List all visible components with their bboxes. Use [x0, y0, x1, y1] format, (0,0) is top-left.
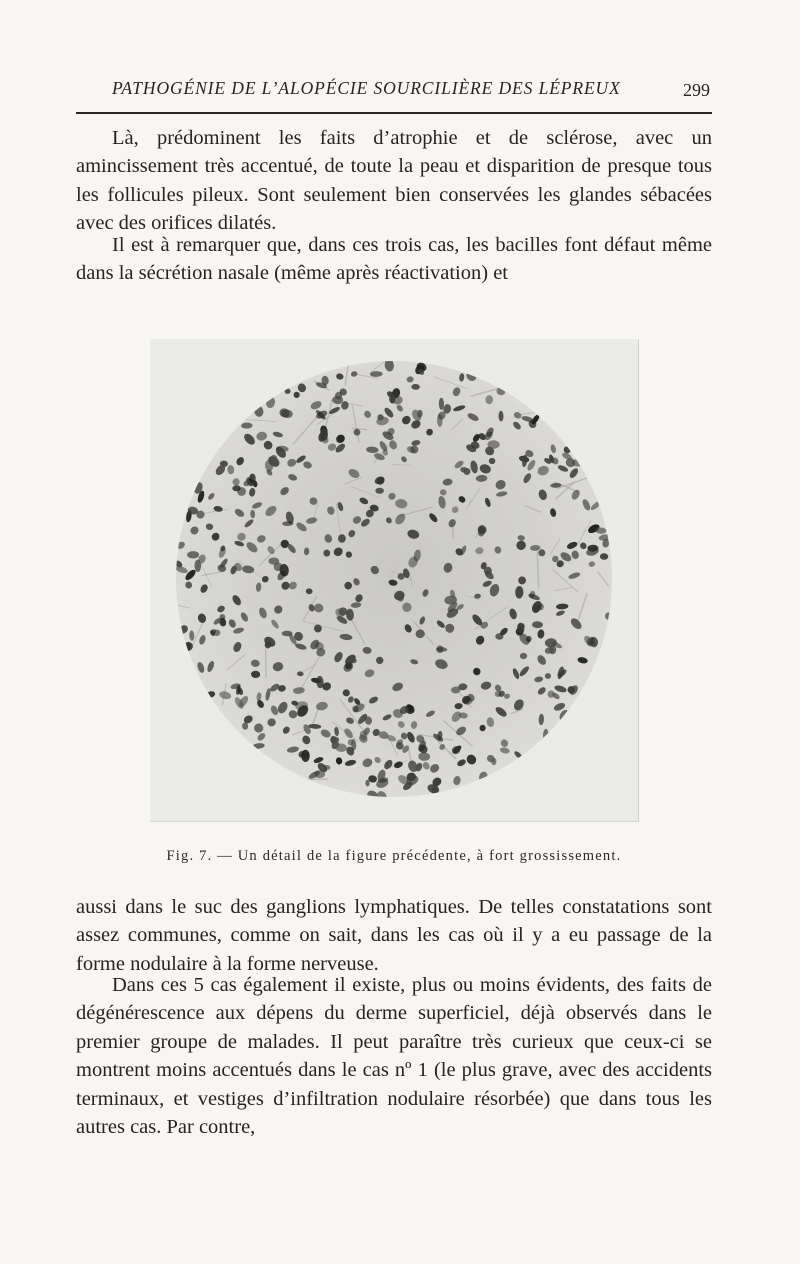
paragraph-degenerescence: Dans ces 5 cas également il existe, plus ou moins évidents, des faits de dégénérescence aux dépens du derme superficiel, déjà observés dans le premier groupe de malades. Il peut paraître très curieux que ceux-ci se montrent moins accentués dans le cas nº 1 (le plus grave, avec des accidents terminaux, et vestiges d’infiltration nodulaire résorbée) que dans tous les autres cas. Par contre, — [76, 974, 712, 1139]
page-number: 299 — [683, 80, 710, 100]
paragraph-bacilles: Il est à remarquer que, dans ces trois cas, les bacilles font défaut même dans la sécrétion nasale (même après réactivation) et — [76, 234, 712, 285]
micrograph-figure — [150, 339, 639, 822]
running-title: PATHOGÉNIE DE L’ALOPÉCIE SOURCILIÈRE DES LÉPREUX — [112, 78, 621, 98]
figure-caption: Fig. 7. — Un détail de la figure précédente, à fort grossissement. — [166, 848, 622, 864]
paragraph-atrophy: Là, prédominent les faits d’atrophie et de sclérose, avec un amincissement très accentué, de toute la peau et disparition de presque tous les follicules pileux. Sont seulement bien conservées les glandes sébacées avec des orifices dilatés. — [76, 127, 712, 235]
running-header — [76, 72, 712, 112]
micrograph-image — [150, 339, 638, 821]
paragraph-ganglions: aussi dans le suc des ganglions lymphatiques. De telles constatations sont assez communes, comme on sait, dans les cas où il y a eu passage de la forme nodulaire à la forme nerveuse. — [76, 896, 712, 975]
header-rule — [76, 112, 712, 114]
